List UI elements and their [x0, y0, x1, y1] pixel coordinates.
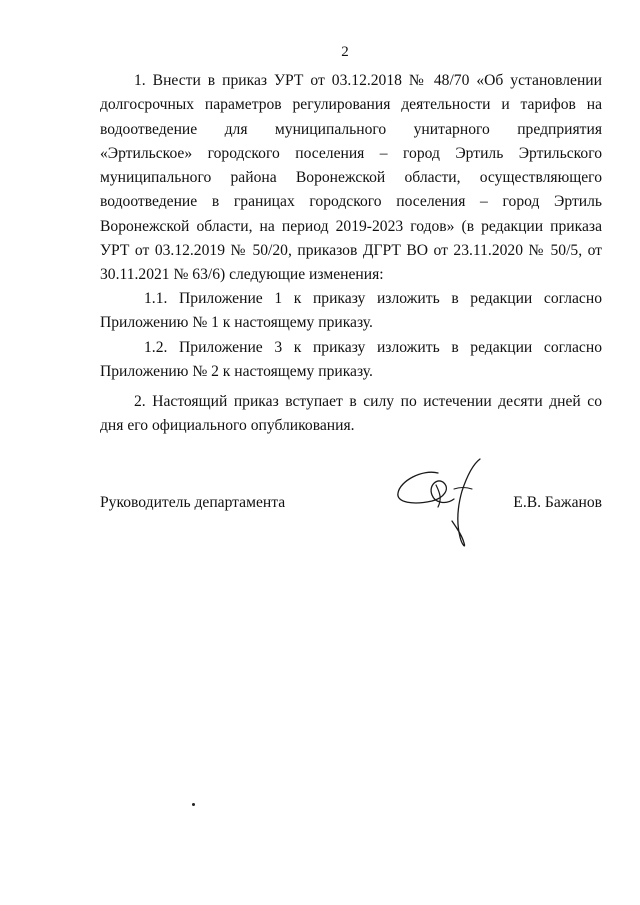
paragraph-item-1-1: 1.1. Приложение 1 к приказу изложить в редакции согласно Приложению № 1 к настоящему приказу. — [100, 290, 602, 332]
handwritten-signature — [392, 455, 492, 555]
paragraph-item-1-2: 1.2. Приложение 3 к приказу изложить в редакции согласно Приложению № 2 к настоящему приказу. — [100, 339, 602, 381]
signature-block — [100, 494, 602, 524]
page-number: 2 — [341, 44, 349, 60]
signer-name: Е.В. Бажанов — [513, 494, 602, 511]
paragraph-item-1: 1. Внести в приказ УРТ от 03.12.2018 № 48/70 «Об установлении долгосрочных параметров регулирования деятельности и тарифов на водоотведение для муниципального унитарного предприятия «Эртильское» городского поселения – город Эртиль Эртильского муниципального района Воронежской области, осуществляющего водоотведение в границах городского поселения – город Эртиль Воронежской области, на период 2019-2023 годов» (в редакции приказа УРТ от 03.12.2019 № 50/20, приказов ДГРТ ВО от 23.11.2020 № 50/5, от 30.11.2021 № 63/6) следующие изменения: — [100, 72, 602, 284]
paragraph-item-2: 2. Настоящий приказ вступает в силу по истечении десяти дней со дня его официального опубликования. — [100, 393, 602, 435]
scan-artifact-dot — [192, 803, 195, 806]
signer-position: Руководитель департамента — [100, 494, 286, 511]
